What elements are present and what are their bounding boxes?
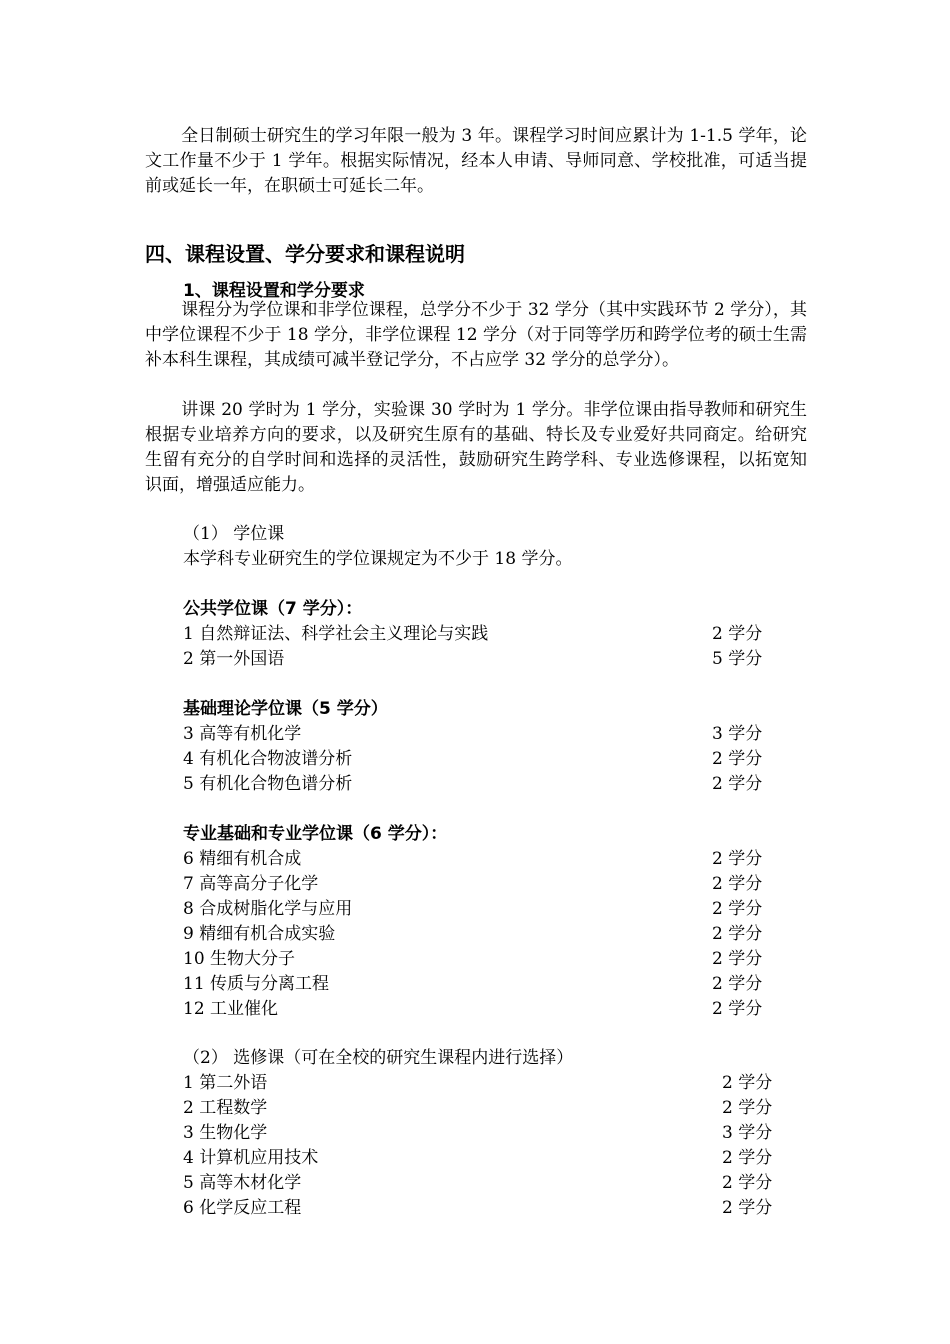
course-credit: 3 学分 [722,1123,773,1143]
course-credit: 2 学分 [722,1198,773,1218]
course-name: 3 生物化学 [183,1123,268,1143]
course-credit: 2 学分 [712,999,763,1019]
course-credit: 2 学分 [722,1148,773,1168]
course-name: 5 有机化合物色谱分析 [183,774,353,794]
course-name: 2 工程数学 [183,1098,268,1118]
course-credit: 2 学分 [712,749,763,769]
group-title-basic-theory: 基础理论学位课（5 学分） [183,699,388,719]
course-name: 11 传质与分离工程 [183,974,330,994]
course-name: 2 第一外国语 [183,649,285,669]
course-credit: 2 学分 [722,1173,773,1193]
hours-paragraph-text: 讲课 20 学时为 1 学分，实验课 30 学时为 1 学分。非学位课由指导教师和研究生根据专业培养方向的要求，以及研究生原有的基础、特长及专业爱好共同商定。给研究生留有充分的自学时间和选择的灵活性，鼓励研究生跨学科、专业选修课程，以拓宽知识面，增强适应能力。 [145,400,807,495]
intro-paragraph [145,124,807,199]
group-title-public: 公共学位课（7 学分）： [183,599,363,619]
course-name: 6 化学反应工程 [183,1198,302,1218]
course-credit: 2 学分 [712,849,763,869]
course-name: 10 生物大分子 [183,949,296,969]
course-name: 1 第二外语 [183,1073,268,1093]
course-name: 4 有机化合物波谱分析 [183,749,353,769]
course-credit: 2 学分 [712,924,763,944]
course-name: 7 高等高分子化学 [183,874,319,894]
elective-courses-title: （2） 选修课（可在全校的研究生课程内进行选择） [183,1048,574,1068]
course-credit: 2 学分 [712,974,763,994]
course-credit: 2 学分 [712,774,763,794]
subsection-heading: 1、课程设置和学分要求 [183,281,365,301]
course-name: 9 精细有机合成实验 [183,924,336,944]
course-name: 3 高等有机化学 [183,724,302,744]
degree-courses-title: （1） 学位课 [183,524,285,544]
course-credit: 2 学分 [712,949,763,969]
course-credit: 2 学分 [712,624,763,644]
course-credit: 2 学分 [712,874,763,894]
course-credit: 2 学分 [722,1098,773,1118]
course-credit: 2 学分 [712,899,763,919]
course-name: 8 合成树脂化学与应用 [183,899,353,919]
course-name: 6 精细有机合成 [183,849,302,869]
credit-paragraph [145,298,807,373]
course-credit: 3 学分 [712,724,763,744]
group-title-specialty: 专业基础和专业学位课（6 学分）： [183,824,448,844]
degree-courses-note: 本学科专业研究生的学位课规定为不少于 18 学分。 [183,549,573,569]
credit-paragraph-text: 课程分为学位课和非学位课程，总学分不少于 32 学分（其中实践环节 2 学分），其中学位课程不少于 18 学分，非学位课程 12 学分（对于同等学历和跨学位考的硕士生需补本科生课程，其成绩可减半登记学分，不占应学 32 学分的总学分）。 [145,300,807,370]
course-credit: 5 学分 [712,649,763,669]
course-credit: 2 学分 [722,1073,773,1093]
section-heading: 四、课程设置、学分要求和课程说明 [145,242,465,266]
course-name: 12 工业催化 [183,999,279,1019]
intro-paragraph-text: 全日制硕士研究生的学习年限一般为 3 年。课程学习时间应累计为 1-1.5 学年，论文工作量不少于 1 学年。根据实际情况，经本人申请、导师同意、学校批准，可适当提前或延长一年，在职硕士可延长二年。 [145,126,807,196]
course-name: 1 自然辩证法、科学社会主义理论与实践 [183,624,489,644]
course-name: 4 计算机应用技术 [183,1148,319,1168]
course-name: 5 高等木材化学 [183,1173,302,1193]
hours-paragraph [145,398,807,498]
